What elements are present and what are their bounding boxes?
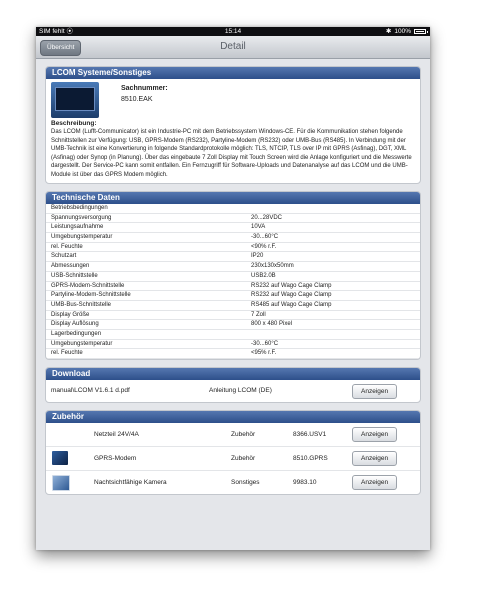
- tech-value: -30...60°C: [251, 234, 279, 241]
- table-row: [46, 340, 420, 350]
- tech-value: RS485 auf Wago Cage Clamp: [251, 301, 332, 308]
- clock: 15:14: [224, 28, 242, 35]
- table-row: [46, 214, 420, 224]
- table-row: [46, 311, 420, 321]
- page-title: Detail: [220, 41, 246, 52]
- battery-percent: 100%: [394, 28, 411, 35]
- device-screen-graphic: [55, 87, 95, 111]
- tech-value: USB2.0B: [251, 272, 276, 279]
- part-number-value: 8510.EAK: [121, 96, 153, 103]
- tech-label: GPRS-Modem-Schnittstelle: [51, 282, 125, 289]
- technical-data-section: [45, 191, 421, 360]
- tech-value: <95% r.F.: [251, 350, 277, 357]
- download-description: Anleitung LCOM (DE): [209, 387, 272, 394]
- tech-label: Spannungsversorgung: [51, 214, 112, 221]
- tech-value: 20...28VDC: [251, 214, 283, 221]
- table-row: [46, 301, 420, 311]
- table-row: [46, 272, 420, 282]
- content-area: [36, 59, 430, 495]
- tech-label: rel. Feuchte: [51, 350, 83, 357]
- list-item: [46, 447, 420, 471]
- product-summary: [46, 79, 420, 119]
- navigation-bar: [36, 36, 430, 59]
- list-item: [46, 423, 420, 447]
- status-right: [386, 27, 426, 36]
- tech-value: 800 x 480 Pixel: [251, 321, 293, 328]
- table-row: [46, 349, 420, 359]
- tech-label: Partyline-Modem-Schnittstelle: [51, 292, 131, 299]
- accessories-header: Zubehör: [46, 411, 420, 423]
- product-header: LCOM Systeme/Sonstiges: [46, 67, 420, 79]
- accessory-view-button[interactable]: Anzeigen: [352, 451, 397, 466]
- tech-value: [251, 330, 420, 339]
- tech-label: Leistungsaufnahme: [51, 224, 104, 231]
- tech-value: [251, 204, 420, 213]
- product-section: [45, 66, 421, 184]
- tech-value: -30...60°C: [251, 340, 279, 347]
- table-row: [46, 282, 420, 292]
- tech-label: Schutzart: [51, 253, 77, 260]
- accessory-view-button[interactable]: Anzeigen: [352, 475, 397, 490]
- list-item: [46, 471, 420, 494]
- download-file-name: manual\LCOM V1.6.1 d.pdf: [51, 387, 130, 394]
- tech-label: Abmessungen: [51, 263, 90, 270]
- accessory-number: 8510.GPRS: [293, 455, 328, 462]
- status-bar: [36, 27, 430, 36]
- camera-thumbnail: [52, 475, 70, 491]
- download-row: [46, 380, 420, 402]
- table-row: [46, 252, 420, 262]
- tech-label: Display Auflösung: [51, 321, 99, 328]
- modem-thumbnail: [52, 451, 68, 465]
- accessory-category: Sonstiges: [231, 479, 260, 486]
- description-label: Beschreibung:: [51, 120, 97, 127]
- tech-value: <90% r.F.: [251, 243, 277, 250]
- tech-value: RS232 auf Wago Cage Clamp: [251, 292, 332, 299]
- accessory-number: 9983.10: [293, 479, 317, 486]
- wifi-icon: ⦿: [66, 28, 73, 35]
- part-number-label: Sachnummer:: [121, 85, 168, 92]
- ipad-screen: [36, 27, 430, 550]
- download-header: Download: [46, 368, 420, 380]
- tech-value: 10VA: [251, 224, 266, 231]
- table-row: [46, 223, 420, 233]
- table-row: [46, 320, 420, 330]
- battery-fill: [416, 31, 424, 32]
- accessories-list: [46, 423, 420, 494]
- table-row: [46, 291, 420, 301]
- tech-value: 7 Zoll: [251, 311, 266, 318]
- table-row: [46, 330, 420, 340]
- accessory-category: Zubehör: [231, 455, 256, 462]
- accessory-number: 8366.USV1: [293, 431, 327, 438]
- technical-data-header: Technische Daten: [46, 192, 420, 204]
- accessory-name: GPRS-Modem: [94, 455, 137, 462]
- bluetooth-icon: ✱: [385, 28, 392, 35]
- description-text: Das LCOM (Lufft-Communicator) ist ein Industrie-PC mit dem Betriebssystem Windows-CE. Für die Kommunikation stehen folgende Schnittstellen zur Verfügung: USB, GPRS-Modem (RS232), Partyline-Modem (RS232) oder UMB-Bus (RS485). In Verbindung mit der UMB-Technik ist eine Konvertierung in folgende Standardprotokolle möglich: TLS, NTCIP, TLS over IP mit GPRS (Asfinag), DGT, XML (Asfinag) oder Synop (in Planung). Über das eingebaute 7 Zoll Display mit Touch Screen wird die Anlage konfiguriert und die Messwerte dargestellt. Der Service-PC kann somit entfallen. Ein Fernzugriff für Software-Uploads und Datenanalyse auf das LCOM und die UMB-Module ist über das GPRS Modem möglich.: [51, 129, 412, 178]
- accessory-name: Nachtsichtfähige Kamera: [94, 479, 167, 486]
- tech-label: Display Größe: [51, 311, 90, 318]
- accessories-section: [45, 410, 421, 495]
- tech-label: Betriebsbedingungen: [51, 205, 108, 211]
- back-button[interactable]: Übersicht: [40, 40, 81, 56]
- table-row: [46, 243, 420, 253]
- table-row: [46, 233, 420, 243]
- tech-label: Lagerbedingungen: [51, 330, 102, 337]
- tech-label: UMB-Bus-Schnittstelle: [51, 301, 112, 308]
- download-section: [45, 367, 421, 403]
- tech-value: 230x130x50mm: [251, 263, 294, 270]
- download-view-button[interactable]: Anzeigen: [352, 384, 397, 399]
- tech-label: rel. Feuchte: [51, 243, 83, 250]
- tech-label: Umgebungstemperatur: [51, 234, 113, 241]
- tech-label: USB-Schnittstelle: [51, 272, 98, 279]
- accessory-category: Zubehör: [231, 431, 256, 438]
- tech-value: RS232 auf Wago Cage Clamp: [251, 282, 332, 289]
- product-image: [51, 82, 99, 118]
- carrier-text: SIM fehlt: [39, 28, 65, 35]
- table-row: [46, 204, 420, 214]
- tech-value: IP20: [251, 253, 264, 260]
- accessory-name: Netzteil 24V/4A: [94, 431, 139, 438]
- technical-data-table: [46, 204, 420, 359]
- tech-label: Umgebungstemperatur: [51, 340, 113, 347]
- battery-icon: [414, 29, 426, 34]
- accessory-view-button[interactable]: Anzeigen: [352, 427, 397, 442]
- table-row: [46, 262, 420, 272]
